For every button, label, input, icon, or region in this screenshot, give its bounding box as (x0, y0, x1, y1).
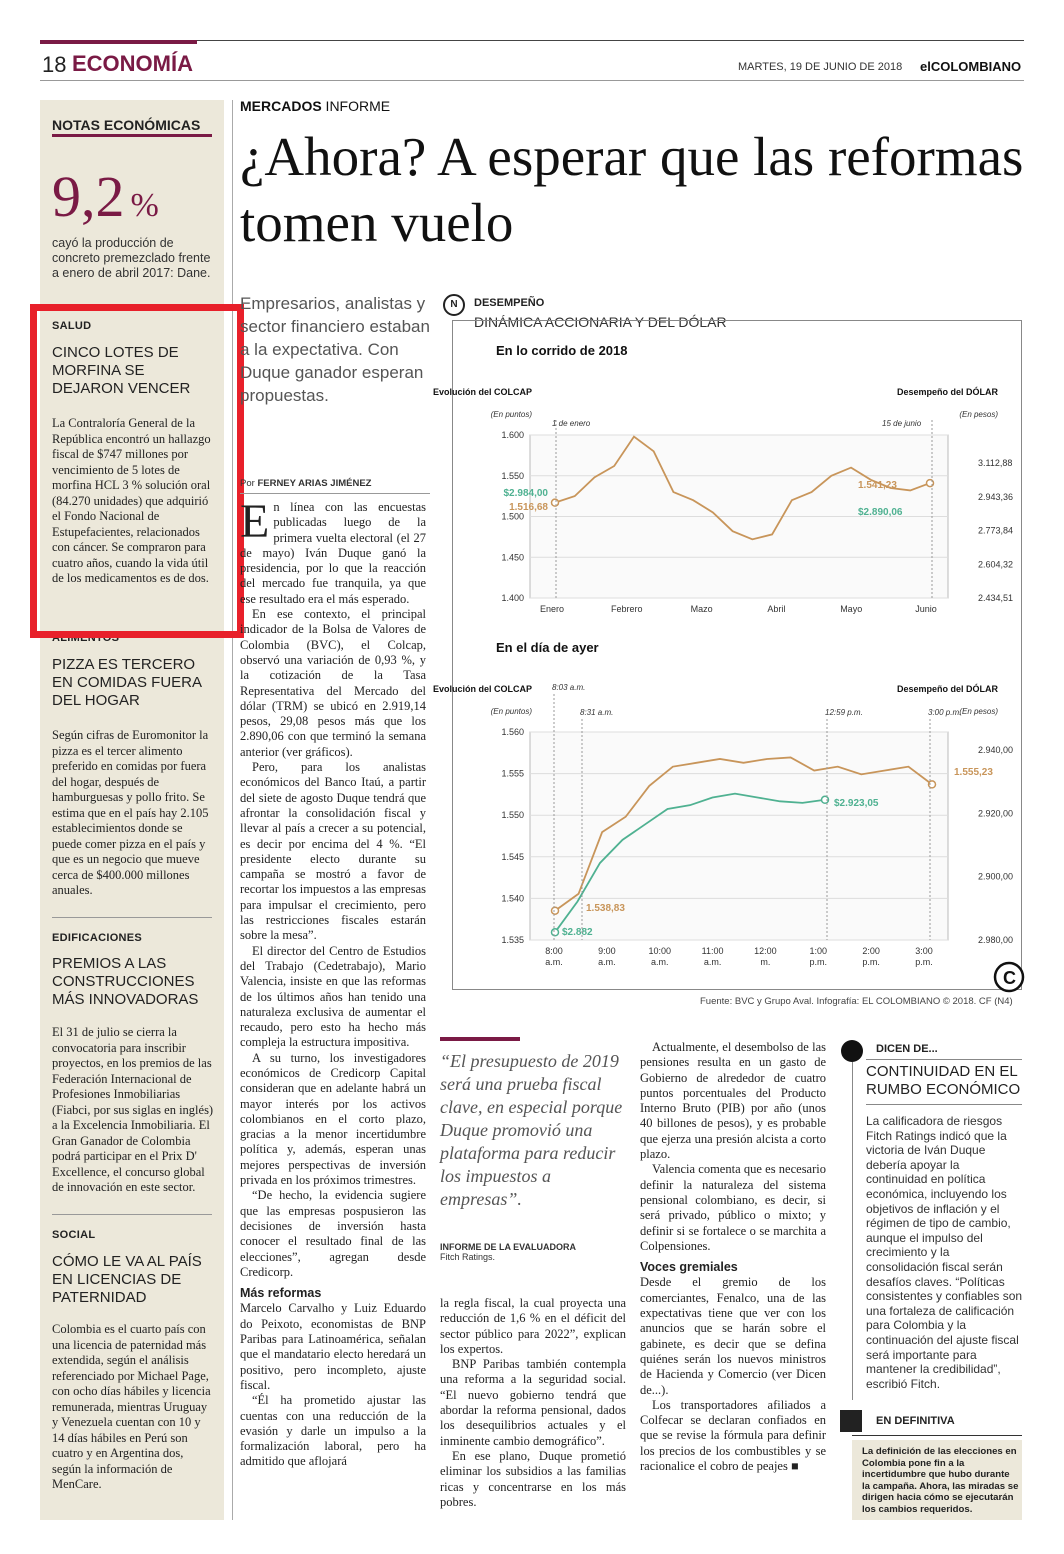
article-headline: ¿Ahora? A esperar que las reformas tomen vuelo (240, 126, 1024, 253)
left-axis-label: Evolución del COLCAP (432, 387, 532, 397)
chart-title: En el día de ayer (496, 640, 599, 655)
series-start-label: $2.882 (562, 927, 593, 938)
note-category: SALUD (52, 320, 92, 332)
kicker-section: MERCADOS (240, 98, 322, 114)
x-tick-label: p.m. (915, 957, 933, 967)
lead-text: n línea con las encuestas publicadas luego de la primera vuelta electoral (el 27 de mayo) Iván Duque ganó la presidencia, por lo que la reacción del mercado fue tranquila, ya que ese resultado era el más esperado. (240, 500, 426, 606)
x-tick-label: 12:00 (754, 946, 777, 956)
time-marker-label: 12:59 p.m. (825, 708, 863, 717)
paragraph: “Él ha prometido ajustar las cuentas con una reducción de la evasión y darle un impulso a la formalización laboral, pero ha admitido que aflojará (240, 1393, 426, 1469)
right-axis-label: Desempeño del DÓLAR (896, 684, 998, 694)
sidebar-divider (52, 917, 212, 918)
left-axis-unit: (En puntos) (490, 410, 532, 419)
section-accent-bar (40, 40, 197, 44)
quote-accent-bar (440, 1037, 520, 1041)
right-tick-label: 2.434,51 (978, 593, 1014, 603)
sidebar-title-rule (52, 134, 212, 137)
dicen-body: La calificadora de riesgos Fitch Ratings indicó que la victoria de Iván Duque debería apoyar la continuidad en política económica, incluyendo los objetivos de inflación y el régimen de tipo de cambio, aunque el impulso del crecimiento y la consolidación fiscal serán desafíos claves. “Políticas consistentes y confiables son una fortaleza de calificación para Colombia y la continuación del ajuste fiscal será importante para mantener la credibilidad”, escribió Fitch. (866, 1114, 1023, 1391)
x-tick-label: Febrero (611, 604, 643, 614)
chart-logo-icon: N (443, 294, 465, 316)
series-end-label: $2.890,06 (858, 507, 903, 518)
paragraph: Actualmente, el desembolso de las pensiones resulta en un gasto de Gobierno de alrededor de cuatro puntos porcentuales del Producto Interno Bruto (PIB) por año (unos 40 billones de pesos), y es probable que ejerza una presión alcista a corto plazo. (640, 1040, 826, 1162)
note-headline: CÓMO LE VA AL PAÍS EN LICENCIAS DE PATERNIDAD (52, 1253, 202, 1306)
note-headline: PIZZA ES TERCERO EN COMIDAS FUERA DEL HOGAR (52, 656, 202, 709)
time-marker-label: 3:00 p.m. (928, 708, 962, 717)
series-start-point (552, 907, 559, 914)
right-tick-label: 2.940,00 (978, 745, 1014, 755)
quote-source-title: INFORME DE LA EVALUADORA (440, 1242, 576, 1252)
chart-subtitle: DINÁMICA ACCIONARIA Y DEL DÓLAR (474, 314, 727, 330)
left-tick-label: 1.560 (501, 727, 524, 737)
chart-source: Fuente: BVC y Grupo Aval. Infografía: EL COLOMBIANO © 2018. CF (N4) (700, 996, 1013, 1007)
x-tick-label: 10:00 (648, 946, 671, 956)
note-body: El 31 de julio se cierra la convocatoria para inscribir proyectos, en los premios de las Federación Internacional de Profesiones Inmobiliarias (Fiabci, por sus siglas en inglés) a la Excelencia Inmobiliaria. El Gran Ganador de Colombia podrá participar en el Prix D' Excellence, el concurso global de innovación en este sector. (52, 1025, 214, 1194)
highlight-box (30, 304, 244, 638)
dicen-headline-rule (866, 1104, 1022, 1105)
chart-day (433, 640, 1013, 967)
left-tick-label: 1.500 (501, 511, 524, 522)
x-tick-label: Mazo (690, 604, 713, 614)
x-tick-label: Enero (539, 604, 565, 614)
paragraph: Los transportadores afiliados a Colfecar se declaran confiados en que se revise la fórmula para definir los precios de los combustibles y se racionalice el cobro de peajes ■ (640, 1397, 826, 1474)
paragraph: Pero, para los analistas económicos del Banco Itaú, a partir del siete de agosto Duque tendrá que afrontar la consolidación fiscal y llevar al país a crecer a su potencial, es decir por encima del 4 %. “El presidente electo durante su campaña se mostró a favor de recortar los impuestos a las empresas para impulsar el crecimiento, pero las restricciones fiscales estarán sobre la mesa”. (240, 760, 426, 943)
svg-text:C: C (1003, 968, 1016, 988)
x-tick-label: a.m. (598, 957, 616, 967)
byline-prefix: Por (240, 478, 258, 489)
paragraph: Desde el gremio de los comerciantes, Fenalco, una de las expectativas tiene que ver con los anuncios que se harán sobre el gabinete, es decir que se defina quiénes serán los nuevos ministros de Hacienda y Comercio (ver Dicen de...). (640, 1275, 826, 1397)
speech-bubble-icon (841, 1040, 863, 1062)
stat-unit: % (130, 187, 159, 224)
paragraph: A su turno, los investigadores económicos de Credicorp Capital consideran que en adelante habrá un mayor interés por los activos colombianos en el corto plazo, gracias a la menor incertidumbre política y, además, esperan unas mejores perspectivas de inversión privada en los próximos trimestres. (240, 1050, 426, 1188)
drop-cap: E (240, 495, 270, 548)
sidebar-divider (52, 1214, 212, 1215)
sidebar-stat (52, 164, 159, 229)
left-tick-label: 1.535 (501, 935, 524, 945)
note-body: La Contraloría General de la República encontró un hallazgo fiscal de $747 millones por vencimiento de 5 lotes de morfina HCL 3 % solución oral (84.270 unidades) que adquirió el Fondo Nacional de Estupefacientes, relacionados con cáncer. Se compraron para cuatro años, cuando la vida útil de los medicamentos es de dos. (52, 416, 211, 585)
left-tick-label: 1.550 (501, 470, 524, 481)
article-kicker (240, 98, 390, 114)
start-date-label: 1 de enero (552, 419, 591, 428)
byline-author: FERNEY ARIAS JIMÉNEZ (257, 478, 372, 489)
right-tick-label: 2.900,00 (978, 871, 1014, 882)
x-tick-label: Junio (915, 604, 937, 614)
left-axis-label: Evolución del COLCAP (432, 684, 532, 694)
page-number: 18 (42, 52, 67, 77)
kicker-type: INFORME (321, 98, 391, 114)
note-headline: PREMIOS A LAS CONSTRUCCIONES MÁS INNOVADORAS (52, 955, 199, 1008)
byline-rule (240, 493, 430, 494)
subhead: Más reformas (240, 1286, 322, 1301)
quote-source (440, 1242, 630, 1262)
charts-svg (432, 320, 1022, 990)
series-end-label: $2.923,05 (834, 798, 879, 809)
left-tick-label: 1.450 (501, 552, 524, 563)
chart-title: En lo corrido de 2018 (496, 343, 628, 358)
left-tick-label: 1.555 (501, 768, 524, 779)
x-tick-label: 11:00 (701, 946, 724, 956)
x-tick-label: m. (760, 957, 771, 967)
right-tick-label: 3.112,88 (978, 458, 1013, 468)
definitiva-body: La definición de las elecciones en Colombia pone fin a la incertidumbre que hubo durante la campaña. Ahora, las miradas se dirigen hacia cómo se ejecutarán los cambios requeridos. (862, 1446, 1019, 1515)
x-tick-label: 9:00 (598, 946, 616, 956)
x-tick-label: Abril (767, 604, 786, 614)
paragraph: BNP Paribas también contempla una reforma a la seguridad social. “El nuevo gobierno tendrá que abordar la reforma pensional, dados los desequilibrios actuales y el inminente cambio demográfico”. (440, 1357, 626, 1448)
end-date-label: 15 de junio (882, 419, 922, 428)
right-tick-label: 2.980,00 (978, 935, 1014, 945)
dicen-headline: CONTINUIDAD EN EL RUMBO ECONÓMICO (866, 1063, 1021, 1098)
x-tick-label: 1:00 (809, 946, 828, 956)
right-tick-label: 2.773,84 (978, 525, 1014, 536)
article-column-2 (440, 1296, 626, 1510)
dicen-rule (866, 1059, 1022, 1060)
series-start-label: $2.984,00 (503, 488, 548, 499)
section-name: ECONOMÍA (72, 51, 193, 76)
right-tick-label: 2.943,36 (978, 491, 1014, 502)
issue-date: MARTES, 19 DE JUNIO DE 2018 (738, 61, 903, 73)
series-end-label: 1.555,23 (954, 767, 993, 778)
right-axis-unit: (En pesos) (959, 410, 998, 419)
paragraph: Valencia comenta que es necesario definir la naturaleza del sistema pensional colombiano, es decir, si será privado, público o mixto; y definir si se fortalece o se marchita a Colpensiones. (640, 1162, 826, 1253)
left-axis-unit: (En puntos) (490, 707, 532, 716)
newspaper-brand: elCOLOMBIANO (920, 59, 1022, 74)
article-column-1 (240, 495, 426, 1470)
x-tick-label: a.m. (545, 957, 563, 967)
definitiva-title: EN DEFINITIVA (876, 1415, 955, 1427)
paragraph: “De hecho, la evidencia sugiere que las empresas pospusieron las decisiones de inversión hasta conocer el resultado final de las elecciones”, agregan desde Credicorp. (240, 1188, 426, 1279)
puzzle-icon (840, 1410, 862, 1432)
series-start-point (552, 499, 559, 506)
sidebar-title: NOTAS ECONÓMICAS (52, 117, 201, 133)
note-headline: CINCO LOTES DE MORFINA SE DEJARON VENCER (52, 344, 191, 397)
publisher-c-icon (995, 963, 1023, 991)
left-tick-label: 1.540 (501, 893, 524, 904)
pull-quote: “El presupuesto de 2019 será una prueba fiscal clave, en especial porque Duque promovió una plataforma para reducir los impuestos a empresas”. (440, 1051, 623, 1209)
x-tick-label: a.m. (650, 957, 669, 967)
left-tick-label: 1.545 (501, 851, 524, 862)
chart-tag: DESEMPEÑO (474, 297, 545, 309)
stat-value: 9,2 (52, 164, 125, 229)
left-tick-label: 1.400 (501, 593, 524, 603)
x-tick-label: Mayo (840, 604, 863, 614)
series-start-label: 1.516,68 (509, 502, 548, 513)
left-tick-label: 1.600 (501, 430, 524, 440)
note-body: Según cifras de Euromonitor la pizza es el tercer alimento preferido en comidas por fuera del hogar, después de hamburguesas y pollo frito. Se estima que en el país hay 2.105 establecimientos donde se puede comer pizza en el país y que es un negocio que mueve cerca de $400.000 millones anuales. (52, 728, 209, 897)
x-tick-label: 3:00 (915, 946, 933, 956)
paragraph: Marcelo Carvalho y Luiz Eduardo do Peixoto, economistas de BNP Paribas para Latinoamérica, señalan que el mandatario electo heredará un positivo, pero incompleto, ajuste fiscal. (240, 1301, 426, 1392)
note-body: Colombia es el cuarto país con una licencia de paternidad más extendida, según el análisis referenciado por Michael Page, con ocho días hábiles y licencia remunerada, mientras Uruguay y Venezuela cuentan con 10 y 14 días hábiles en Perú son cuatro y en Argentina dos, según la información de MenCare. (52, 1322, 211, 1491)
quote-source-name: Fitch Ratings. (440, 1252, 496, 1262)
x-tick-label: 8:00 (545, 946, 563, 956)
header-underline (40, 80, 1024, 81)
series-start-label: 1.538,83 (586, 903, 625, 914)
right-tick-label: 2.604,32 (978, 559, 1014, 570)
time-marker-label: 8:31 a.m. (580, 708, 614, 717)
article-column-3 (640, 1040, 826, 1474)
x-tick-label: p.m. (809, 957, 828, 967)
note-category: ALIMENTOS (52, 632, 120, 644)
paragraph: En ese plano, Duque prometió eliminar los subsidios a las familias ricas y concentrarse en los más pobres. (440, 1448, 626, 1509)
paragraph: la regla fiscal, la cual proyecta una reducción de 1,6 % en el déficit del sector público para 2022”, explican los expertos. (440, 1296, 626, 1356)
right-axis-label: Desempeño del DÓLAR (896, 387, 998, 397)
right-axis-unit: (En pesos) (959, 707, 998, 716)
x-tick-label: 2:00 (862, 946, 880, 956)
left-tick-label: 1.550 (501, 810, 524, 821)
definitiva-rule (852, 1435, 1022, 1436)
article-byline (240, 478, 371, 489)
series-start-point (552, 929, 559, 936)
right-tick-label: 2.920,00 (978, 808, 1014, 819)
subhead: Voces gremiales (640, 1260, 738, 1275)
x-tick-label: a.m. (703, 957, 722, 967)
paragraph (240, 495, 426, 607)
note-category: SOCIAL (52, 1229, 96, 1241)
dicen-title: DICEN DE... (876, 1043, 938, 1055)
series-end-label: 1.541,23 (858, 480, 897, 491)
note-category: EDIFICACIONES (52, 932, 143, 944)
time-marker-label: 8:03 a.m. (552, 683, 586, 692)
paragraph: El director del Centro de Estudios del Trabajo (Cedetrabajo), Mario Valencia, insiste en que las reformas de los últimos años han tenido una naturaleza exclusiva de aumentar el recaudo, pero esto ha hecho más compleja la estructura impositiva. (240, 943, 426, 1050)
stat-description: cayó la producción de concreto premezclado frente a enero de abril 2017: Dane. (52, 236, 211, 280)
x-tick-label: p.m. (862, 957, 880, 967)
paragraph: En ese contexto, el principal indicador de la Bolsa de Valores de Colombia (BVC), el Colcap, observó una variación de 0,93 %, y la cotización de la Tasa Representativa del Mercado del dólar (TRM) se ubicó en 2.919,14 pesos, 29,08 pesos más que los 2.890,06 con que terminó la semana anterior (ver gráficos). (240, 607, 426, 759)
article-dek: Empresarios, analistas y sector financiero estaban a la expectativa. Con Duque ganador esperan propuestas. (240, 294, 430, 405)
